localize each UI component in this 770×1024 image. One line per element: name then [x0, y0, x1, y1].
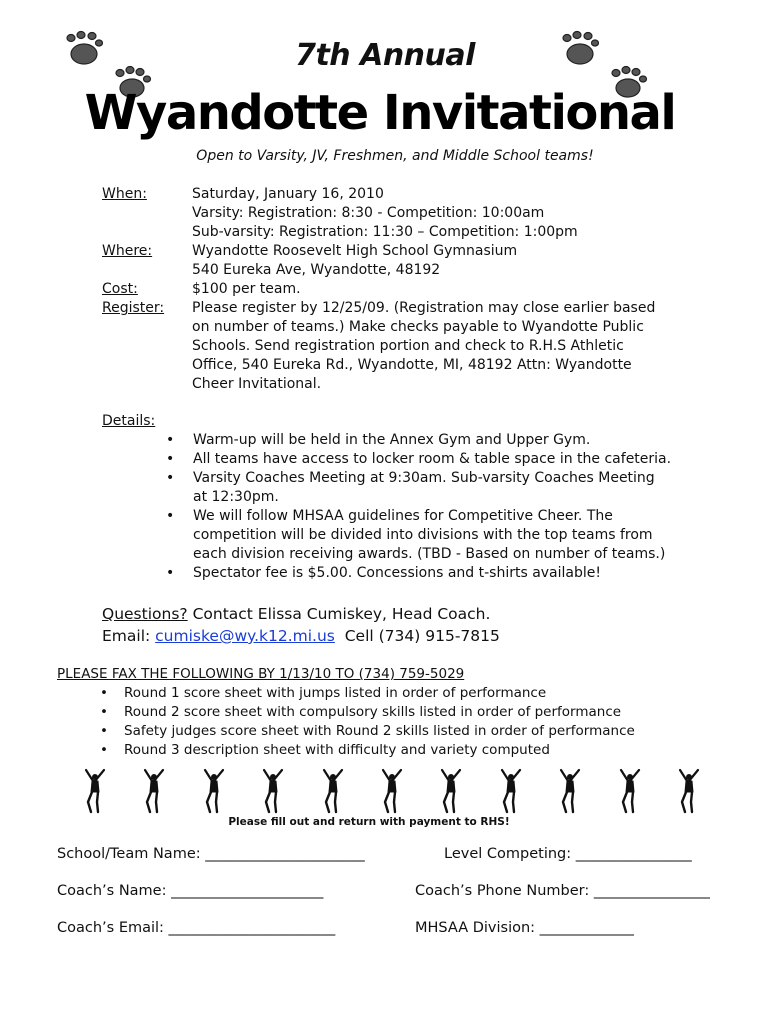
- cost-row: [102, 280, 722, 299]
- cell-phone: Cell (734) 915-7815: [334, 627, 500, 645]
- cost-label: Cost:: [102, 281, 138, 297]
- coach-name-field[interactable]: Coach’s Name: _____________________: [57, 883, 324, 899]
- fax-list: [100, 684, 635, 760]
- list-item: • Round 3 description sheet with difficulty and variety computed: [100, 742, 550, 758]
- coach-email-field[interactable]: Coach’s Email: _______________________: [57, 920, 336, 936]
- questions-text: Contact Elissa Cumiskey, Head Coach.: [187, 605, 491, 623]
- register-label: Register:: [102, 300, 165, 316]
- cheerleader-jump-icon: [438, 768, 464, 814]
- where-row: [102, 242, 722, 280]
- cheerleader-jump-icon: [141, 768, 167, 814]
- bullet-line: Varsity Coaches Meeting at 9:30am. Sub-varsity Coaches Meeting: [193, 470, 655, 486]
- list-item: • Round 1 score sheet with jumps listed in order of performance: [100, 685, 547, 701]
- email-link[interactable]: cumiske@wy.k12.mi.us: [155, 627, 335, 645]
- when-line: Sub-varsity: Registration: 11:30 – Competition: 1:00pm: [192, 224, 578, 240]
- fax-heading: PLEASE FAX THE FOLLOWING BY 1/13/10 TO (734) 759-5029: [57, 666, 465, 682]
- bullet-line: at 12:30pm.: [193, 489, 279, 505]
- fax-item: Safety judges score sheet with Round 2 skills listed in order of performance: [124, 723, 635, 739]
- list-item: • We will follow MHSAA guidelines for Competitive Cheer. The competition will be divided into divisions with the top teams from each division receiving awards. (TBD - Based on number of teams.): [166, 508, 666, 562]
- level-field[interactable]: Level Competing: ________________: [444, 846, 692, 862]
- fax-item: Round 3 description sheet with difficulty and variety computed: [124, 742, 550, 758]
- bullet-line: Spectator fee is $5.00. Concessions and t-shirts available!: [193, 565, 601, 581]
- when-row: [102, 185, 722, 242]
- cheerleader-jump-icon: [676, 768, 702, 814]
- fax-item: Round 1 score sheet with jumps listed in order of performance: [124, 685, 547, 701]
- contact-block: [102, 603, 500, 647]
- where-line: 540 Eureka Ave, Wyandotte, 48192: [192, 262, 441, 278]
- register-line: Schools. Send registration portion and check to R.H.S Athletic: [192, 338, 624, 354]
- bullet-line: All teams have access to locker room & table space in the cafeteria.: [193, 451, 672, 467]
- cheerleader-jump-icon: [320, 768, 346, 814]
- bullet-line: We will follow MHSAA guidelines for Competitive Cheer. The: [193, 508, 613, 524]
- list-item: • Warm-up will be held in the Annex Gym and Upper Gym.: [166, 432, 591, 448]
- where-value: [192, 242, 722, 280]
- cheerleader-jump-icon: [201, 768, 227, 814]
- return-note: Please fill out and return with payment to RHS!: [228, 816, 510, 828]
- where-label: Where:: [102, 243, 153, 259]
- list-item: • All teams have access to locker room & table space in the cafeteria.: [166, 451, 672, 467]
- when-line: Saturday, January 16, 2010: [192, 186, 384, 202]
- register-value: [192, 299, 722, 394]
- cheerleader-jump-icon: [379, 768, 405, 814]
- cheerleader-jump-icon: [82, 768, 108, 814]
- title-line-1: 7th Annual: [295, 38, 475, 73]
- school-team-field[interactable]: School/Team Name: ______________________: [57, 846, 365, 862]
- details-list: [166, 431, 726, 583]
- cheerleader-jump-icon: [557, 768, 583, 814]
- cheerleader-jump-icon: [617, 768, 643, 814]
- fax-item: Round 2 score sheet with compulsory skills listed in order of performance: [124, 704, 622, 720]
- coach-phone-field[interactable]: Coach’s Phone Number: ________________: [415, 883, 710, 899]
- details-label: Details:: [102, 413, 156, 429]
- bullet-line: competition will be divided into divisions with the top teams from: [193, 527, 653, 543]
- where-line: Wyandotte Roosevelt High School Gymnasium: [192, 243, 518, 259]
- event-info: [102, 185, 722, 394]
- list-item: • Spectator fee is $5.00. Concessions and t-shirts available!: [166, 565, 601, 581]
- register-line: Office, 540 Eureka Rd., Wyandotte, MI, 48192 Attn: Wyandotte: [192, 357, 632, 373]
- email-label: Email:: [102, 627, 156, 645]
- bullet-line: Warm-up will be held in the Annex Gym and Upper Gym.: [193, 432, 591, 448]
- cheerleader-jump-icon: [498, 768, 524, 814]
- register-row: [102, 299, 722, 394]
- division-field[interactable]: MHSAA Division: _____________: [415, 920, 634, 936]
- when-value: [192, 185, 722, 242]
- list-item: • Varsity Coaches Meeting at 9:30am. Sub-varsity Coaches Meeting at 12:30pm.: [166, 470, 655, 505]
- page-title: Wyandotte Invitational: [84, 85, 676, 141]
- subtitle: Open to Varsity, JV, Freshmen, and Middle School teams!: [196, 148, 594, 164]
- bullet-line: each division receiving awards. (TBD - Based on number of teams.): [193, 546, 666, 562]
- cost-value: $100 per team.: [192, 281, 301, 297]
- questions-label: Questions?: [102, 605, 188, 623]
- list-item: • Round 2 score sheet with compulsory skills listed in order of performance: [100, 704, 622, 720]
- register-line: Cheer Invitational.: [192, 376, 322, 392]
- when-label: When:: [102, 186, 147, 202]
- list-item: • Safety judges score sheet with Round 2 skills listed in order of performance: [100, 723, 635, 739]
- register-line: Please register by 12/25/09. (Registration may close earlier based: [192, 300, 656, 316]
- register-line: on number of teams.) Make checks payable to Wyandotte Public: [192, 319, 644, 335]
- cheerleader-row: [82, 768, 702, 816]
- cheerleader-jump-icon: [260, 768, 286, 814]
- when-line: Varsity: Registration: 8:30 - Competition: 10:00am: [192, 205, 545, 221]
